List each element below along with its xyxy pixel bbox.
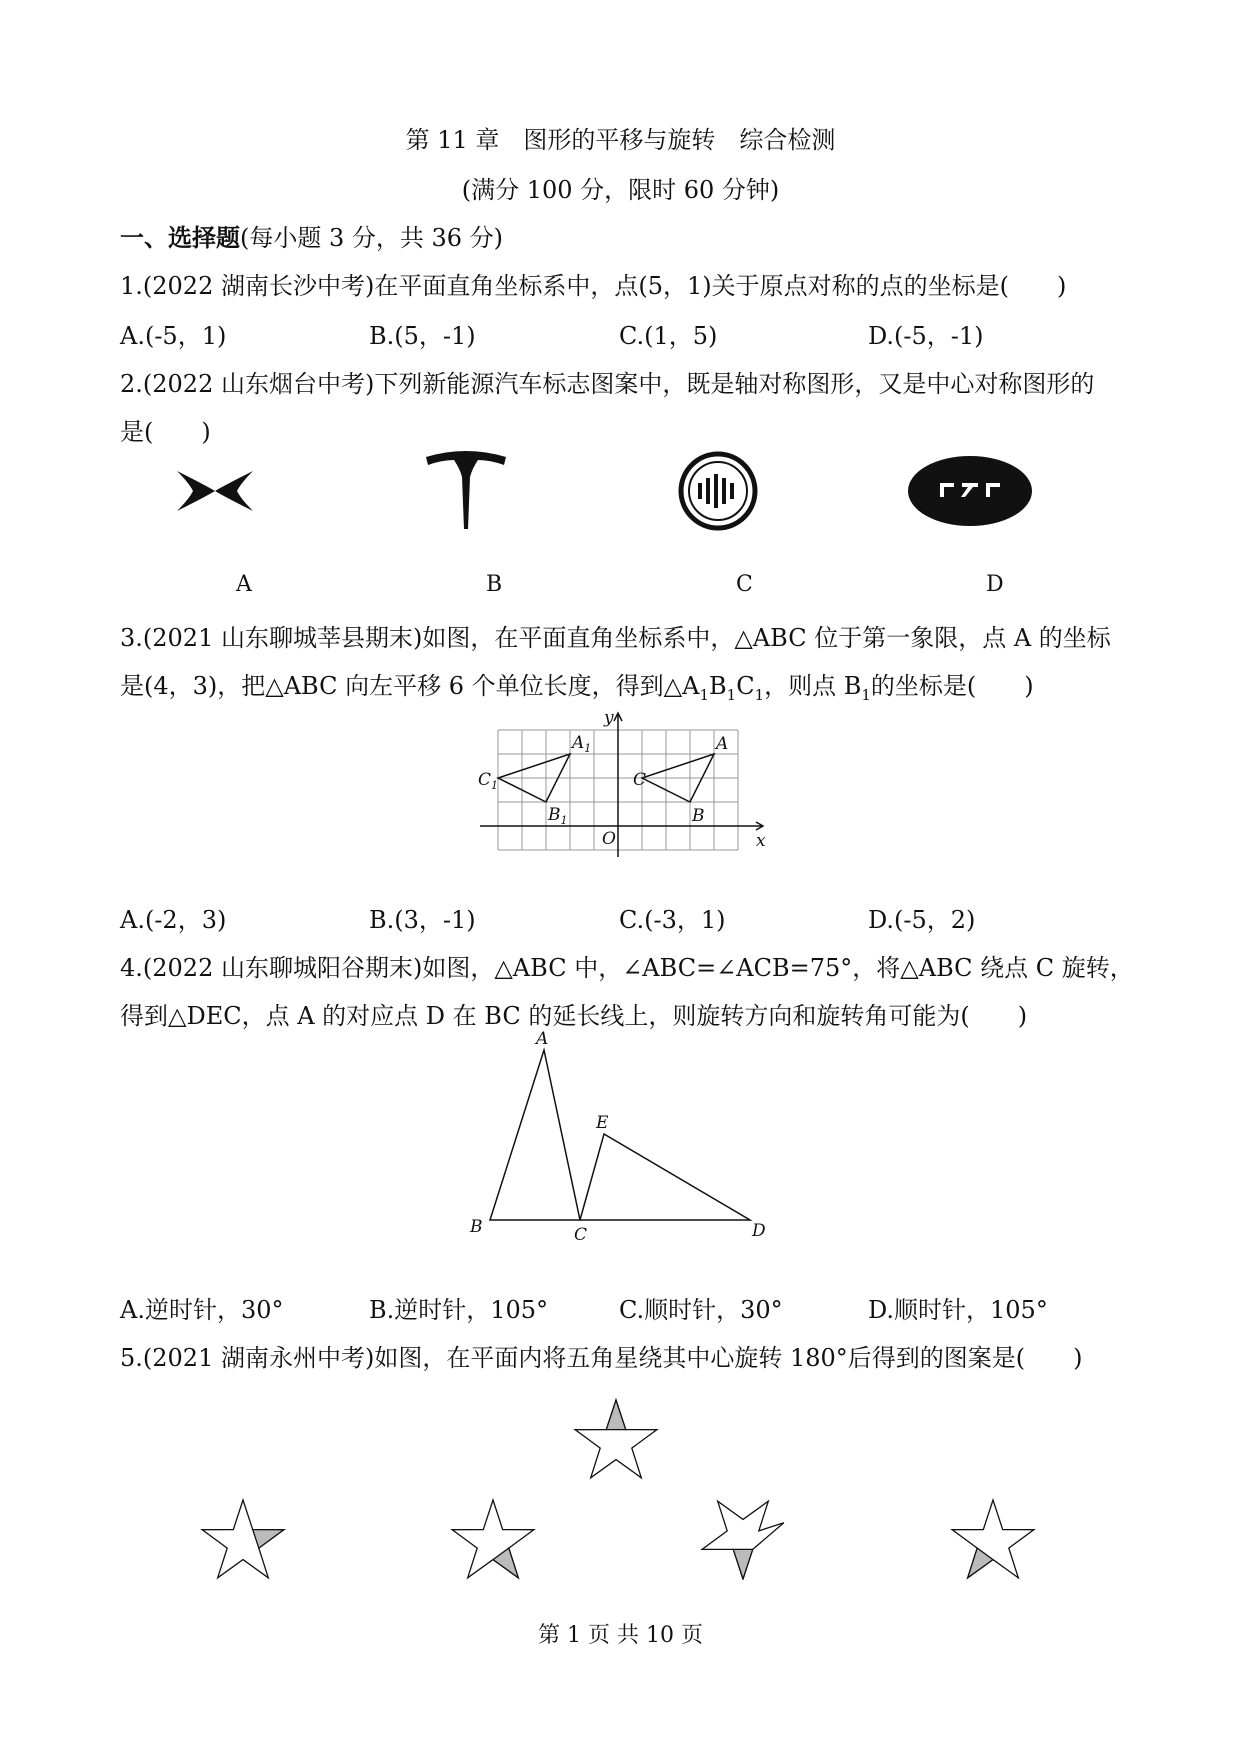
label-c1: $C_1$ xyxy=(478,770,499,792)
q4-label-c: C xyxy=(574,1225,588,1245)
q3-text-part-1: 是(4，3)，把△ABC 向左平移 6 个单位长度，得到△A xyxy=(120,672,700,700)
q3-sub-a1: 1 xyxy=(699,685,709,704)
label-b: B xyxy=(692,806,705,826)
question-4-line-1: 4.(2022 山东聊城阳谷期末)如图，△ABC 中，∠ABC=∠ACB=75°，将△ABC 绕点 C 旋转， xyxy=(120,954,1134,982)
option-d-star-icon xyxy=(952,1500,1034,1578)
car-logos-figure xyxy=(160,445,1130,540)
q1-option-b: B.(5，-1) xyxy=(369,322,476,350)
q4-option-c: C.顺时针，30° xyxy=(619,1296,783,1324)
label-c: C xyxy=(633,770,647,790)
label-origin: O xyxy=(602,829,616,849)
original-star-icon xyxy=(575,1400,657,1478)
q4-label-e: E xyxy=(596,1113,609,1133)
q1-option-d: D.(-5，-1) xyxy=(868,322,984,350)
logo-b-label: B xyxy=(486,572,503,597)
page-footer: 第 1 页 共 10 页 xyxy=(538,1623,703,1648)
question-2-line-2: 是( ) xyxy=(120,418,211,446)
logo-a-icon xyxy=(177,471,253,511)
question-4-options xyxy=(120,1290,1120,1322)
q3-text-part-2: ，则点 B xyxy=(764,672,862,700)
logo-a-label: A xyxy=(236,572,252,597)
page-subtitle: (满分 100 分，限时 60 分钟) xyxy=(461,176,780,204)
section-heading xyxy=(120,218,503,253)
q5-star-figure xyxy=(180,1380,1080,1580)
q3-text-c: C xyxy=(736,672,755,700)
option-a-star-icon xyxy=(202,1500,284,1578)
option-b-star-icon xyxy=(452,1500,534,1578)
q3-coordinate-figure xyxy=(470,705,770,865)
logo-b-icon xyxy=(426,451,506,529)
triangle-abc-q4 xyxy=(490,1050,580,1220)
q3-option-a: A.(-2，3) xyxy=(120,906,227,934)
logo-d-label: D xyxy=(986,572,1004,597)
q4-rotation-figure xyxy=(460,1030,780,1250)
q3-text-part-3: 的坐标是( ) xyxy=(870,672,1034,700)
page-title: 第 11 章 图形的平移与旋转 综合检测 xyxy=(405,126,836,154)
logo-c-icon xyxy=(681,454,755,528)
question-5-text: 5.(2021 湖南永州中考)如图，在平面内将五角星绕其中心旋转 180°后得到的图案是( ) xyxy=(120,1344,1083,1372)
option-c-star-icon xyxy=(702,1501,784,1579)
q4-option-a: A.逆时针，30° xyxy=(120,1296,284,1324)
q4-label-a: A xyxy=(536,1030,549,1049)
label-x-axis: x xyxy=(756,831,766,851)
q3-option-d: D.(-5，2) xyxy=(868,906,976,934)
triangle-dec xyxy=(580,1134,750,1220)
question-3-options xyxy=(120,900,1120,932)
logo-d-icon xyxy=(908,456,1032,526)
q4-option-b: B.逆时针，105° xyxy=(369,1296,549,1324)
logo-c-label: C xyxy=(736,572,753,597)
question-2-line-1: 2.(2022 山东烟台中考)下列新能源汽车标志图案中，既是轴对称图形，又是中心对称图形的 xyxy=(120,370,1095,398)
question-1-options xyxy=(120,316,1120,348)
q3-sub-c1: 1 xyxy=(754,685,765,704)
q3-option-c: C.(-3，1) xyxy=(619,906,726,934)
q1-option-c: C.(1，5) xyxy=(619,322,718,350)
question-3-line-1: 3.(2021 山东聊城莘县期末)如图，在平面直角坐标系中，△ABC 位于第一象限，点 A 的坐标 xyxy=(120,624,1111,652)
q4-option-d: D.顺时针，105° xyxy=(868,1296,1048,1324)
q1-option-a: A.(-5，1) xyxy=(120,322,227,350)
label-a: A xyxy=(716,734,729,754)
label-b1: $B_1$ xyxy=(548,805,568,827)
label-y-axis: y xyxy=(604,708,614,728)
q4-label-b: B xyxy=(470,1217,483,1237)
q3-sub-b1-2: 1 xyxy=(861,685,871,704)
question-4-line-2: 得到△DEC，点 A 的对应点 D 在 BC 的延长线上，则旋转方向和旋转角可能为( ) xyxy=(120,1002,1028,1030)
q3-sub-b1: 1 xyxy=(726,685,737,704)
label-a1: $A_1$ xyxy=(572,733,592,755)
question-3-line-2 xyxy=(120,666,1034,704)
section-name: 一、选择题 xyxy=(120,223,240,252)
section-note: (每小题 3 分，共 36 分) xyxy=(240,224,504,252)
question-1-text: 1.(2022 湖南长沙中考)在平面直角坐标系中，点(5，1)关于原点对称的点的坐标是( ) xyxy=(120,272,1067,300)
q3-option-b: B.(3，-1) xyxy=(369,906,476,934)
q4-label-d: D xyxy=(752,1221,766,1241)
q3-text-b: B xyxy=(709,672,727,700)
